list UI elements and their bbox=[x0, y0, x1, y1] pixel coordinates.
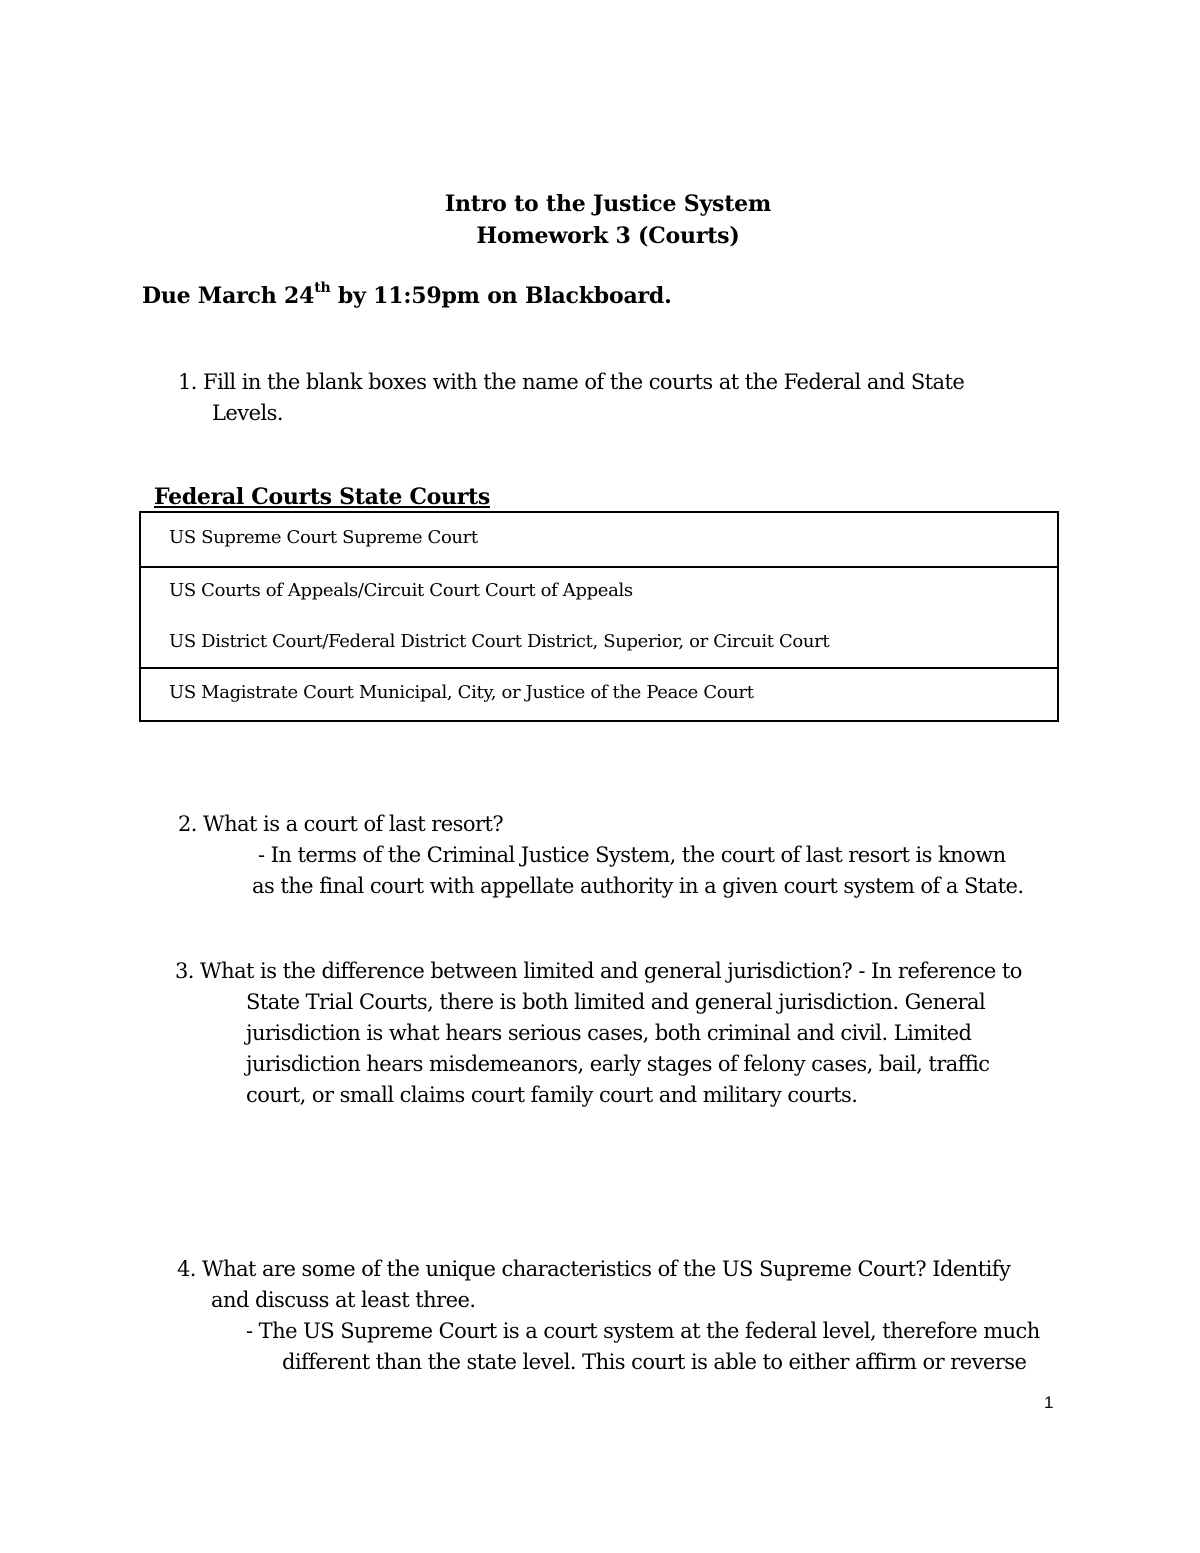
page-number: 1 bbox=[1044, 1393, 1054, 1412]
question-4-answer-line-1: - The US Supreme Court is a court system at the federal level, therefore much bbox=[246, 1319, 1040, 1343]
due-suffix: by 11:59pm on Blackboard. bbox=[330, 283, 672, 309]
courts-row-supreme: US Supreme Court Supreme Court bbox=[169, 527, 478, 548]
question-2: 2. What is a court of last resort? bbox=[178, 812, 504, 836]
question-2-answer-line-1: - In terms of the Criminal Justice System, the court of last resort is known bbox=[258, 843, 1006, 867]
question-1-line-1: 1. Fill in the blank boxes with the name of the courts at the Federal and State bbox=[178, 370, 965, 394]
question-1-line-2: Levels. bbox=[212, 401, 283, 425]
courts-row-district: US District Court/Federal District Court District, Superior, or Circuit Court bbox=[169, 631, 830, 652]
courts-row-magistrate: US Magistrate Court Municipal, City, or Justice of the Peace Court bbox=[169, 682, 754, 703]
courts-row-appeals: US Courts of Appeals/Circuit Court Court of Appeals bbox=[169, 580, 633, 601]
courts-table bbox=[139, 511, 1059, 722]
question-2-answer-line-2: as the final court with appellate authority in a given court system of a State. bbox=[252, 874, 1024, 898]
question-3-line-5: court, or small claims court family court and military courts. bbox=[246, 1083, 858, 1107]
question-3-line-4: jurisdiction hears misdemeanors, early stages of felony cases, bail, traffic bbox=[246, 1052, 990, 1076]
document-title: Intro to the Justice System bbox=[444, 191, 772, 217]
due-date-line bbox=[142, 279, 672, 309]
question-4-answer-line-2: different than the state level. This court is able to either affirm or reverse bbox=[282, 1350, 1027, 1374]
question-4-line-1: 4. What are some of the unique characteristics of the US Supreme Court? Identify bbox=[177, 1257, 1011, 1281]
question-3-line-3: jurisdiction is what hears serious cases, both criminal and civil. Limited bbox=[246, 1021, 972, 1045]
table-divider bbox=[141, 667, 1057, 669]
due-superscript: th bbox=[314, 279, 331, 296]
question-3-line-2: State Trial Courts, there is both limited and general jurisdiction. General bbox=[246, 990, 986, 1014]
table-divider bbox=[141, 566, 1057, 568]
question-3-line-1: 3. What is the difference between limited and general jurisdiction? - In reference to bbox=[175, 959, 1022, 983]
question-4-line-2: and discuss at least three. bbox=[211, 1288, 476, 1312]
due-prefix: Due March 24 bbox=[142, 283, 315, 309]
courts-heading: Federal Courts State Courts bbox=[154, 484, 490, 510]
document-subtitle: Homework 3 (Courts) bbox=[476, 223, 740, 249]
